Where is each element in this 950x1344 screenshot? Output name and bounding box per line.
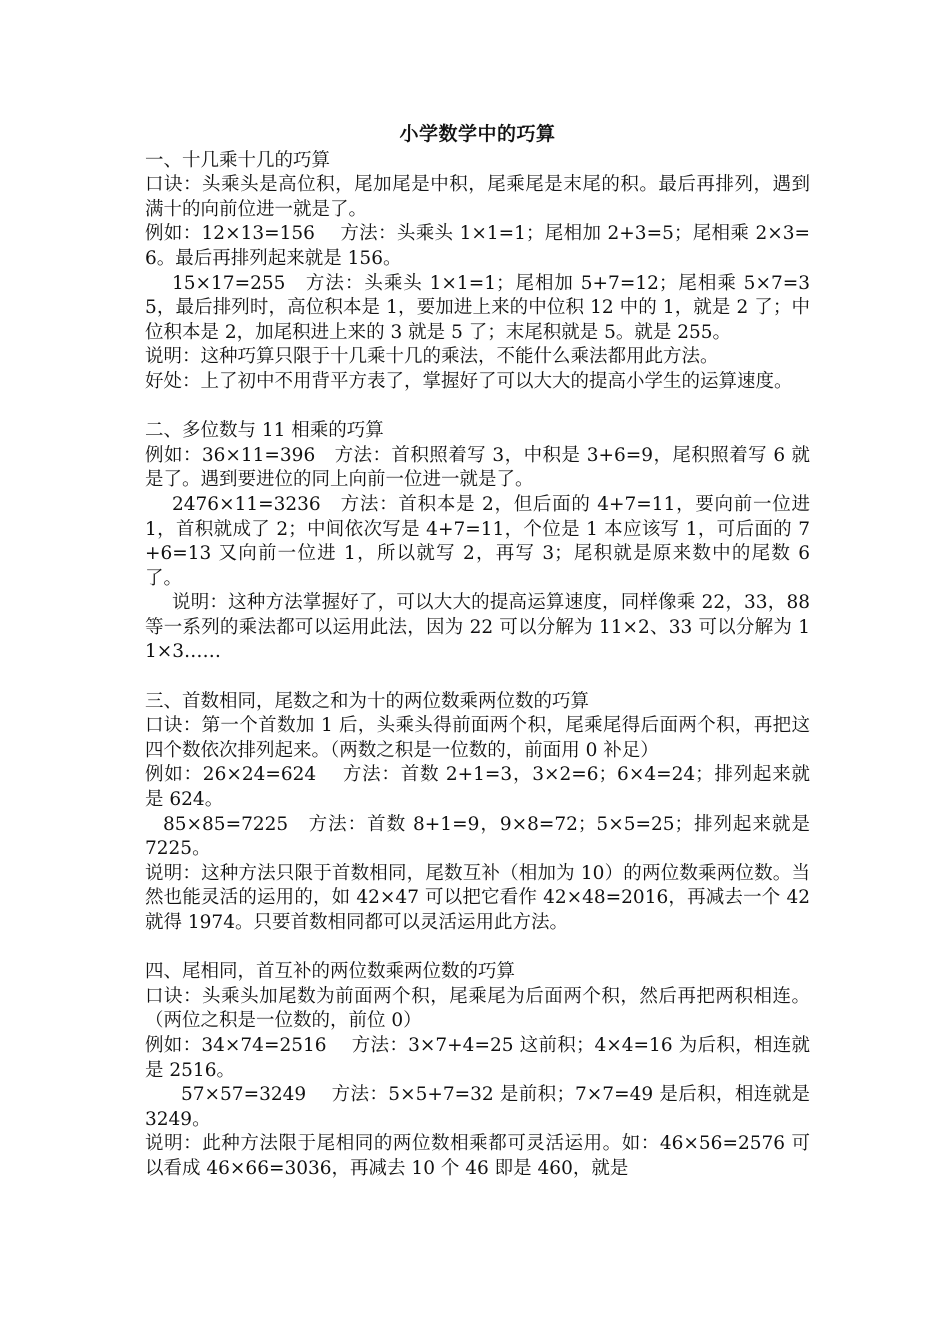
blank-line	[145, 665, 810, 690]
section-2-example-1: 例如：36×11=396 方法：首积照着写 3，中积是 3+6=9，尾积照着写 6 就是了。遇到要进位的同上向前一位进一就是了。	[145, 444, 810, 491]
blank-line	[145, 936, 810, 961]
section-2-example-2: 2476×11=3236 方法：首积本是 2，但后面的 4+7=11，要向前一位进 1，首积就成了 2；中间依次写是 4+7=11，个位是 1 本应该写 1，可后面的 7+6=13 又向前一位进 1，所以就写 2，再写 3；尾积就是原来数中的尾数 6 了。	[145, 493, 810, 589]
section-heading-4: 四、尾相同，首互补的两位数乘两位数的巧算	[145, 961, 516, 983]
section-4-example-1: 例如：34×74=2516 方法：3×7+4=25 这前积；4×4=16 为后积，相连就是 2516。	[145, 1034, 810, 1081]
blank-line	[145, 395, 810, 420]
section-1-example-2: 15×17=255 方法：头乘头 1×1=1；尾相加 5+7=12；尾相乘 5×7=35，最后排列时，高位积本是 1，要加进上来的中位积 12 中的 1，就是 2 了；中位积本是 2，加尾积进上来的 3 就是 5 了；末尾积就是 5。就是 255。	[145, 272, 810, 343]
section-2-note: 说明：这种方法掌握好了，可以大大的提高运算速度，同样像乘 22，33，88 等一系列的乘法都可以运用此法，因为 22 可以分解为 11×2、33 可以分解为 11×3……	[145, 592, 810, 663]
section-3-example-1: 例如：26×24=624 方法：首数 2+1=3，3×2=6；6×4=24；排列起来就是 624。	[145, 764, 810, 811]
section-1-benefit: 好处：上了初中不用背平方表了，掌握好了可以大大的提高小学生的运算速度。	[145, 370, 793, 392]
section-3-note: 说明：这种方法只限于首数相同，尾数互补（相加为 10）的两位数乘两位数。当然也能灵活的运用的，如 42×47 可以把它看作 42×48=2016，再减去一个 42 就得 1974。只要首数相同都可以灵活运用此方法。	[145, 862, 810, 933]
section-4-mnemonic: 口诀：头乘头加尾数为前面两个积，尾乘尾为后面两个积，然后再把两积相连。（两位之积是一位数的，前位 0）	[145, 985, 810, 1032]
section-1-example-1: 例如：12×13=156 方法：头乘头 1×1=1；尾相加 2+3=5；尾相乘 2×3=6。最后再排列起来就是 156。	[145, 223, 810, 269]
section-1-note: 说明：这种巧算只限于十几乘十几的乘法，不能什么乘法都用此方法。	[145, 346, 719, 368]
section-heading-2: 二、多位数与 11 相乘的巧算	[145, 420, 384, 442]
document-page	[145, 122, 810, 1182]
section-1-mnemonic: 口诀：头乘头是高位积，尾加尾是中积，尾乘尾是末尾的积。最后再排列，遇到满十的向前位进一就是了。	[145, 174, 810, 220]
section-heading-3: 三、首数相同，尾数之和为十的两位数乘两位数的巧算	[145, 690, 590, 712]
section-3-mnemonic: 口诀：第一个首数加 1 后，头乘头得前面两个积，尾乘尾得后面两个积，再把这四个数依次排列起来。（两数之积是一位数的，前面用 0 补足）	[145, 715, 810, 761]
document-title: 小学数学中的巧算	[399, 123, 556, 145]
section-4-example-2: 57×57=3249 方法：5×5+7=32 是前积；7×7=49 是后积，相连就是 3249。	[145, 1084, 810, 1130]
section-3-example-2: 85×85=7225 方法：首数 8+1=9，9×8=72；5×5=25；排列起来就是 7225。	[145, 813, 810, 860]
section-heading-1: 一、十几乘十几的巧算	[145, 149, 331, 171]
section-4-note: 说明：此种方法限于尾相同的两位数相乘都可灵活运用。如：46×56=2576 可以看成 46×66=3036，再减去 10 个 46 即是 460，就是	[145, 1133, 810, 1179]
